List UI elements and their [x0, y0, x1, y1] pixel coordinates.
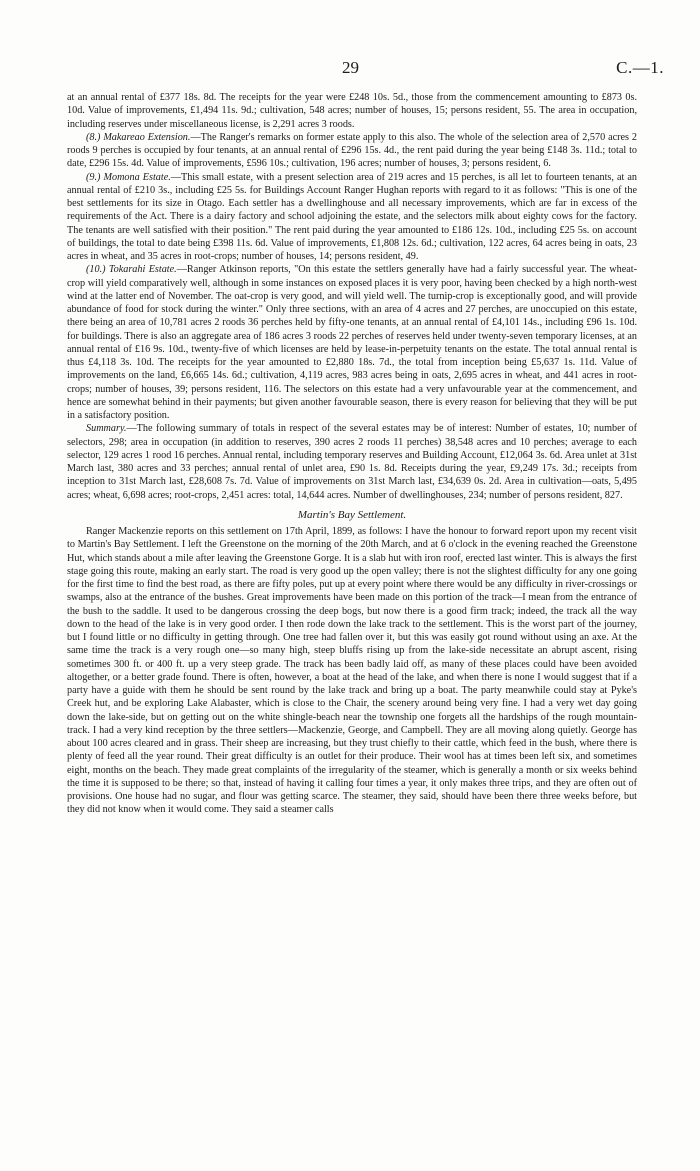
paragraph-momona-estate: [67, 171, 637, 264]
paragraph-heading: (8.) Makareao Extension.: [86, 131, 191, 143]
paragraph-heading: (10.) Tokarahi Estate.: [86, 264, 177, 276]
paragraph-text: —This small estate, with a present selection area of 219 acres and 15 perches, is all let to fourteen tenants, at an annual rental of £210 3s., including £25 5s. for Buildings Account Ranger Hughan reports with regard to it as follows: "This is one of the best settlements for its size in Otago. Each settler has a dwellinghouse and all necessary improvements, which are far in excess of the requirements of the Act. There is a dairy factory and school adjoining the estate, and the selectors milk about eighty cows for the factory. The tenants are well satisfied with their position." The rent paid during the year amounted to £186 12s. 10d., including £25 5s. on account of buildings, the total to date being £398 11s. 6d. Value of improvements, £1,808 12s. 6d.; cultivation, 122 acres, 64 acres being in oats, 23 acres in wheat, and 35 acres in root-crops; number of houses, 14; persons resident, 49.: [67, 171, 638, 262]
paragraph-summary: [67, 422, 637, 502]
paragraph-text: —Ranger Atkinson reports, "On this estate the settlers generally have had a fairly successful year. The wheat-crop will yield comparatively well, although in some instances on exposed places it is very poor, having been checked by a high north-west wind at the latter end of November. The oat-crop is very good, and will yield well. The turnip-crop is exceptionally good, and will provide abundance of food for stock during the winter." Only three sections, with an area of 4 acres and 27 perches, are unoccupied on this estate, there being an area of 10,781 acres 2 roods 36 perches held by fifty-one tenants, at an annual rental of £4,101 14s., including £96 1s. 10d. for buildings. There is also an aggregate area of 186 acres 3 roods 22 perches of reserves held under twenty-seven temporary licenses, at an annual rental of £16 9s. 10d., twenty-five of which licenses are held by lease-in-perpetuity tenants on the estate. The total annual rental is thus £4,118 3s. 10d. The receipts for the year amounted to £2,880 18s. 7d., the total from inception being £5,637 1s. 11d. Value of improvements on the land, £6,665 14s. 6d.; cultivation, 4,119 acres, 983 acres being in oats, 2,695 acres in wheat, and 441 acres in root-crops; number of houses, 39; persons resident, 116. The selectors on this estate had a very unfavourable year at the commencement, and hence are somewhat behind in their payments; but given another favourable season, there is every reason for believing that they will be put in a satisfactory position.: [67, 264, 637, 421]
paragraph-text: —The following summary of totals in respect of the several estates may be of interest: Number of estates, 10; number of selectors, 298; area in occupation (in addition to reserves, 390 acres 2 roods 11 perches) 38,548 acres and 10 perches; average to each selector, 129 acres 1 rood 16 perches. Annual rental, including temporary reserves and Building Account, £12,064 3s. 6d. Area unlet at 31st March last, 380 acres and 33 perches; annual rental of unlet area, £90 1s. 8d. Receipts during the year, £9,249 17s. 3d.; receipts from inception to 31st March last, £28,608 7s. 7d. Value of improvements on 31st March last, £34,639 0s. 2d. Area in cultivation—oats, 5,495 acres; wheat, 6,698 acres; root-crops, 2,451 acres: total, 14,644 acres. Number of dwellinghouses, 234; number of persons resident, 827.: [67, 423, 637, 501]
page-number: 29: [342, 58, 359, 77]
paragraph-martins-bay-report: [67, 525, 637, 817]
paragraph-text: Ranger Mackenzie reports on this settlement on 17th April, 1899, as follows: I have the honour to forward report upon my recent visit to Martin's Bay Settlement. I left the Greenstone on the morning of the 20th March, and at 6 o'clock in the evening reached the Greenstone Hut, which stands about a mile after leaving the Greenstone Gorge. It is a slab hut with iron roof, erected last winter. This is always the first stage going this route, making an early start. The road is very good up the open valley; there is not the slightest difficulty for any one going for the first time to find the best road, as there are fifty poles, put up at every point where there would be any difficulty in river-crossings or swamps, also at the entrance of the bushes. Great improvements have been made on this portion of the track—I mean from the entrance of the bush to the saddle. It used to be dangerous crossing the deep bogs, but now there is a good firm track; indeed, the track all the way down to the head of the lake is in very good order. I then rode down the lake track to the settlement. This is the worst part of the journey, but I found little or no difficulty in getting through. One tree had fallen over it, but this was easily got round without using an axe. At the same time the track is a very rough one—so many high, steep bluffs rising up from the lake-side necessitate an abrupt ascent, rising sometimes 300 ft. or 400 ft. up a very steep grade. The track has been badly laid off, as many of these places could have been avoided altogether, or a better grade found. There is often, however, a boat at the head of the lake, and when there is none I would suggest that if a party have a guide with them he should be sent round by the lake track and bring up a boat. The party meanwhile could stay at Pyke's Creek hut, and be exploring Lake Alabaster, which is close to the Chair, the scenery around being very fine. I had a very wet day going down the lake-side, but on getting out on the white shingle-beach near the township one forgets all the hardships of the rough mountain-track. I had a very kind reception by the three settlers—Mackenzie, George, and Campbell. They are all moving along quietly. George has about 100 acres cleared and in grass. Their sheep are increasing, but they trust chiefly to their cattle, which feed in the bush, where there is plenty of feed all the year round. Their great difficulty is an outlet for their produce. Their wool has at times been left six, and sometimes eight, months on the beach. They made great complaints of the irregularity of the steamer, which is generally a month or six weeks behind the time it is supposed to be there; so that, instead of having it calling four times a year, it only makes three trips, and they are often out of provisions. One house had no sugar, and flour was getting scarce. The steamer, they said, should have been there three weeks before, but they did not know when it would come. They said a steamer calls: [67, 526, 637, 816]
body-text: [67, 91, 637, 817]
paragraph-continuation: [67, 91, 637, 131]
paragraph-text: —The Ranger's remarks on former estate apply to this also. The whole of the selection area of 2,570 acres 2 roods 9 perches is occupied by four tenants, at an annual rental of £296 15s. 4d., the rent paid during the year being £148 3s. 11d.; total to date, £296 15s. 4d. Value of improvements, £596 10s.; cultivation, 196 acres; number of houses, 3; persons resident, 6.: [67, 131, 637, 170]
paragraph-makareao-extension: [67, 131, 637, 171]
paper-reference: C.—1.: [616, 58, 664, 77]
section-title: Martin's Bay Settlement.: [297, 508, 407, 521]
paragraph-heading: Summary.: [86, 423, 127, 435]
paragraph-text: at an annual rental of £377 18s. 8d. The receipts for the year were £248 10s. 5d., those from the commencement amounting to £873 0s. 10d. Value of improvements, £1,494 11s. 9d.; cultivation, 548 acres; number of houses, 15; persons resident, 55. The area in occupation, including reserves under miscellaneous license, is 2,291 acres 3 roods.: [67, 92, 637, 130]
paragraph-heading: (9.) Momona Estate.: [86, 171, 171, 183]
page-header: [0, 58, 700, 82]
paragraph-tokarahi-estate: [67, 263, 637, 422]
